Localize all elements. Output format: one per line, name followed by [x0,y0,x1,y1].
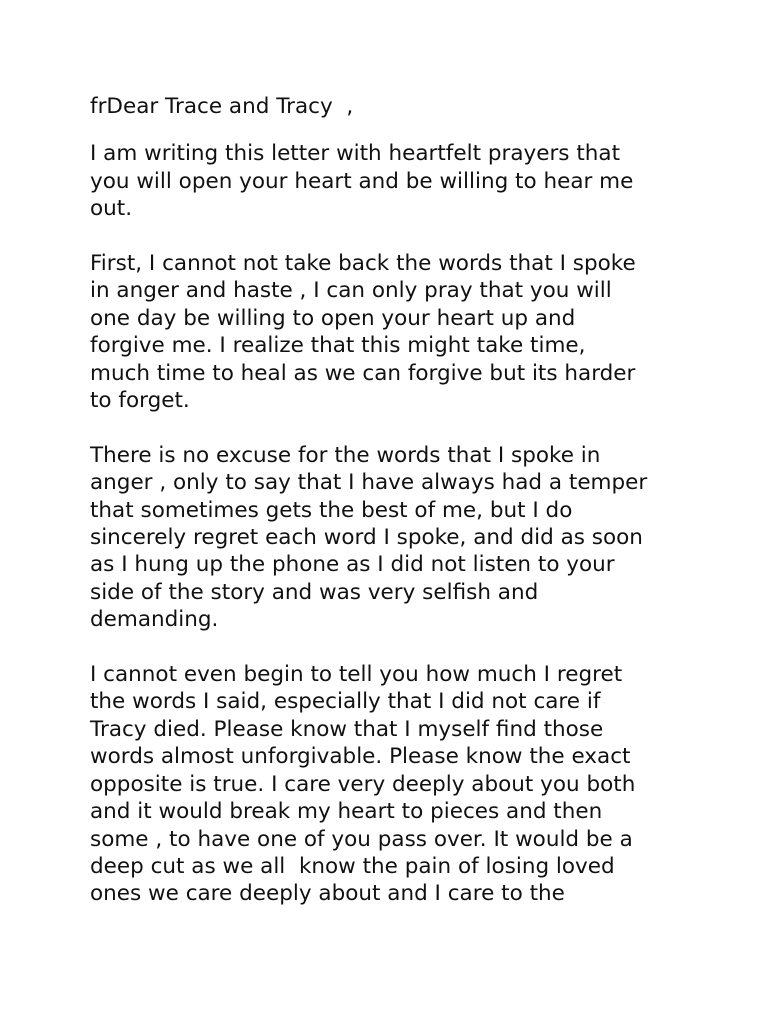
paragraph-3: There is no excuse for the words that I spoke in anger , only to say that I have always had a temper that sometimes gets the best of me, but I do sincerely regret each word I spoke, and did as soon as I hung up the phone as I did not listen to your side of the story and was very selfish and demanding. [90,442,648,633]
paragraph-2: First, I cannot not take back the words that I spoke in anger and haste , I can only pray that you will one day be willing to open your heart up and forgive me. I realize that this might take time, much time to heal as we can forgive but its harder to forget. [90,251,636,414]
paragraph-gap [90,414,710,441]
paragraph-gap [90,223,710,250]
paragraph-4: I cannot even begin to tell you how much I regret the words I said, especially that I did not care if Tracy died. Please know that I myself find those words almost unforgivable. Please know the exact opposite is true. I care very deeply about you both and it would break my heart to pieces and then some , to have one of you pass over. It would be a deep cut as we all know the pain of losing loved ones we care deeply about and I care to the [90,662,636,907]
letter-body [90,93,710,908]
paragraph-1: I am writing this letter with heartfelt prayers that you will open your heart and be willing to hear me out. [90,141,634,222]
letter-greeting: frDear Trace and Tracy , [90,94,354,119]
paragraph-gap [90,634,710,661]
